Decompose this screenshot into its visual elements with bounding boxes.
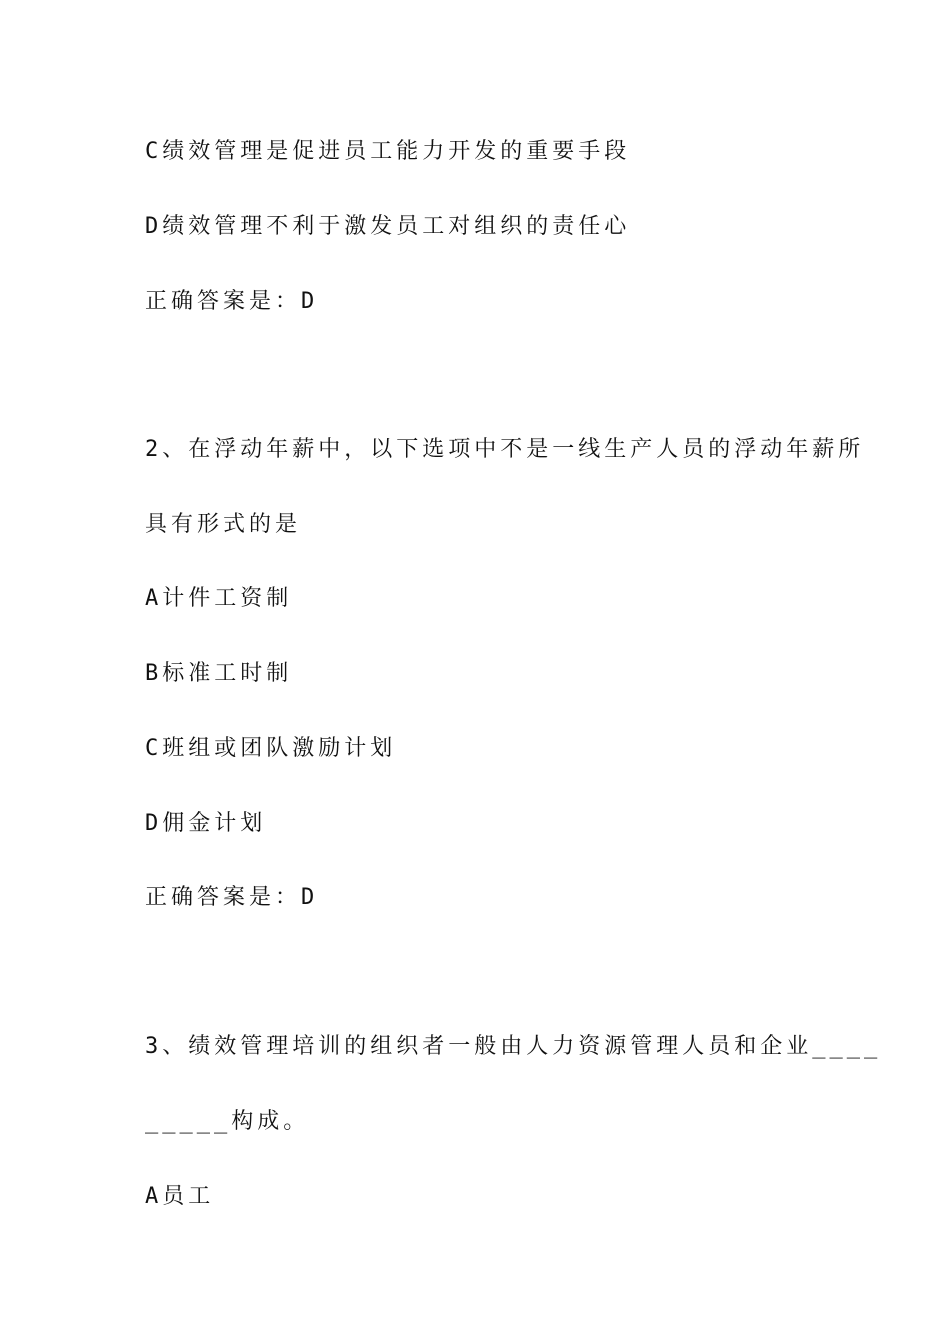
q2-stem-line2: 具有形式的是: [145, 512, 302, 537]
q1-option-c: C绩效管理是促进员工能力开发的重要手段: [145, 139, 631, 164]
q2-answer: 正确答案是：D: [145, 885, 319, 910]
q2-option-d: D佣金计划: [145, 811, 267, 836]
q1-answer: 正确答案是：D: [145, 289, 319, 314]
q2-option-b: B标准工时制: [145, 661, 293, 686]
q3-stem-line2: _____构成。: [145, 1109, 310, 1134]
q2-option-c: C班组或团队激励计划: [145, 736, 397, 761]
q1-option-d: D绩效管理不利于激发员工对组织的责任心: [145, 214, 631, 239]
q2-option-a: A计件工资制: [145, 586, 293, 611]
q2-stem-line1: 2、在浮动年薪中，以下选项中不是一线生产人员的浮动年薪所: [145, 437, 865, 462]
q3-option-a: A员工: [145, 1184, 215, 1209]
q3-stem-line1: 3、绩效管理培训的组织者一般由人力资源管理人员和企业____: [145, 1034, 882, 1059]
